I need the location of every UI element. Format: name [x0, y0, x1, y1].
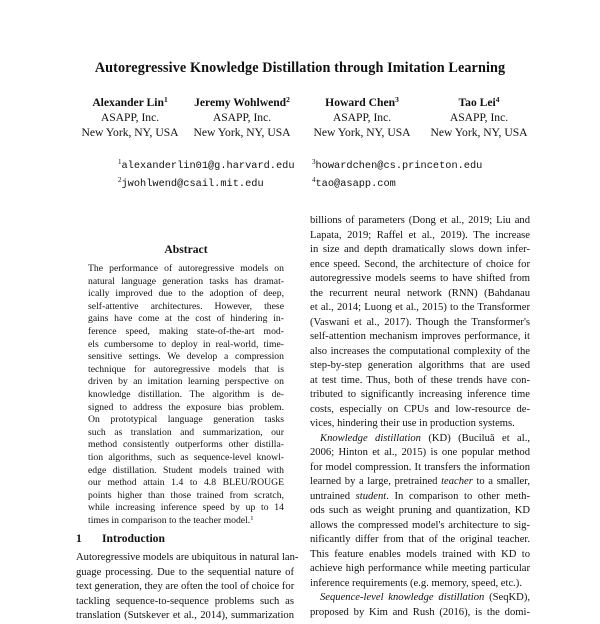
abstract-line-text: method consistently outperforms other distilla-: [88, 439, 284, 451]
body-line: [310, 504, 530, 519]
abstract-line: [88, 351, 284, 364]
body-line-text: also increases the computational complexity of the: [310, 345, 530, 357]
body-line: [310, 403, 530, 418]
abstract-line-text: sensitive settings. We develop a compression: [88, 351, 284, 363]
author-name: [297, 92, 427, 110]
body-line-text: self-attention mechanism improves performance, it: [310, 331, 530, 342]
abstract-line-text: driven by an imitation learning perspective on: [88, 376, 284, 388]
section-title: Introduction: [102, 532, 165, 545]
author: [297, 92, 427, 140]
body-line-text: 2006; Hinton et al., 2015) is one popular method: [310, 447, 530, 458]
body-line-text: et al., 2014; Luong et al., 2015) to the Transformer: [310, 302, 530, 313]
body-line-text: in size and depth dramatically slows down infer-: [310, 244, 530, 255]
right-column-body: [310, 214, 530, 620]
abstract-line: [88, 477, 284, 490]
body-line: [310, 345, 530, 360]
abstract-line: [88, 326, 284, 339]
email-footnote-mark: 3: [312, 158, 316, 166]
abstract-heading: Abstract: [164, 243, 208, 256]
italic-term: Sequence-level knowledge distillation: [320, 592, 485, 603]
intro-body: [76, 551, 299, 624]
abstract-line: [88, 301, 284, 314]
author-affiliation: ASAPP, Inc.: [449, 111, 509, 124]
body-line: [310, 359, 530, 374]
email-footnote-mark: 1: [118, 158, 122, 166]
abstract-line: [88, 414, 284, 427]
email-row: [312, 173, 482, 191]
abstract-line-text: ference speed, making state-of-the-art mod-: [88, 325, 284, 337]
abstract-line-text: self-attentive architectures. However, these: [88, 300, 284, 312]
body-line-text: inference requirements (e.g. memory, speed, etc.).: [310, 577, 522, 589]
abstract-line-text: On prototypical language generation tasks: [88, 414, 284, 426]
email-address: tao@asapp.com: [315, 178, 396, 190]
body-line: [310, 548, 530, 563]
abstract-line-text: els cumbersome to deploy in real-world, time-: [88, 338, 284, 350]
abstract-line-text: technique for autoregressive models that is: [88, 363, 284, 375]
body-line: [310, 316, 530, 331]
body-line-text: costs, especially on CPUs and low-resource de-: [310, 403, 530, 415]
author-footnote-mark: 1: [163, 95, 168, 104]
abstract-line: [88, 427, 284, 440]
email-list-right: [312, 155, 482, 191]
abstract-line-text: while increasing inference speed by up to 14: [88, 502, 284, 514]
abstract-line: [88, 490, 284, 503]
body-line: [310, 374, 530, 389]
author-name-text: Alexander Lin: [92, 96, 164, 109]
email-row: [118, 155, 295, 173]
abstract-line-text: signed to address the exposure bias problem.: [88, 401, 284, 413]
body-line: [310, 461, 530, 476]
body-line-text: tributed to significantly increasing inference time: [310, 389, 530, 400]
author-location: New York, NY, USA: [81, 126, 179, 139]
body-line: [310, 258, 530, 273]
body-line-text: (KD) (Buciluǎ et al.,: [420, 432, 530, 444]
body-line-text: Lapata, 2019; Raffel et al., 2019). The increase: [310, 229, 530, 241]
abstract-line: [88, 263, 284, 276]
body-line: [310, 591, 530, 606]
abstract-line-text: edge distillation. Student models trained with: [88, 464, 284, 476]
email-row: [312, 155, 482, 173]
body-line: [310, 475, 530, 490]
body-line-text: nificantly differ from that of the original teacher.: [310, 534, 530, 545]
intro-line: Autoregressive models are ubiquitous in natural lan-: [76, 552, 299, 563]
abstract-line: [88, 313, 284, 326]
abstract-line: [88, 465, 284, 478]
abstract-line: [88, 276, 284, 289]
body-line-text: billions of parameters (Dong et al., 2019; Liu and: [310, 215, 530, 226]
author-location: New York, NY, USA: [430, 126, 528, 139]
body-line: [310, 388, 530, 403]
body-line: [310, 432, 530, 447]
author-name-text: Jeremy Wohlwend: [194, 96, 287, 109]
body-line: [310, 243, 530, 258]
email-address: howardchen@cs.princeton.edu: [315, 160, 483, 172]
body-line: [310, 562, 530, 577]
abstract-line: [88, 515, 284, 528]
body-line-text: step-by-step generation algorithms that are used: [310, 360, 530, 371]
author-footnote-mark: 4: [495, 95, 500, 104]
author-name-text: Howard Chen: [325, 96, 396, 109]
email-footnote-mark: 2: [118, 176, 122, 184]
abstract-line-text: ically improved due to the adoption of deep,: [88, 288, 284, 300]
intro-line: guage processing. Due to the sequential nature of: [76, 566, 294, 578]
author-name: [177, 92, 307, 110]
author-name: [65, 92, 195, 110]
italic-term: teacher: [441, 476, 473, 487]
abstract-footnote-mark: 1: [250, 514, 254, 522]
author-name-text: Tao Lei: [458, 96, 496, 109]
abstract-line-text: tion algorithms, such as sequence-level knowl-: [88, 451, 284, 463]
author: [414, 92, 544, 140]
section-heading: [76, 532, 165, 545]
paper-title: Autoregressive Knowledge Distillation through Imitation Learning: [94, 60, 506, 76]
body-line-text: to a smaller,: [472, 476, 531, 487]
body-line-text: (Vaswani et al., 2017). Though the Transformer's: [310, 316, 530, 328]
body-line: [310, 229, 530, 244]
body-line-text: This feature enables models trained with KD to: [310, 548, 530, 560]
body-line: [310, 272, 530, 287]
abstract-line-text: natural language generation tasks has dramat-: [88, 275, 284, 287]
abstract-line: [88, 439, 284, 452]
email-list-left: [118, 155, 295, 191]
body-line: [310, 519, 530, 534]
body-line: [310, 533, 530, 548]
intro-line: text generation, they are often the tool of choice for: [76, 581, 295, 593]
body-line: [310, 577, 530, 592]
abstract-line: [88, 402, 284, 415]
email-row: [118, 173, 295, 191]
author-location: New York, NY, USA: [193, 126, 291, 139]
author: [65, 92, 195, 140]
body-line-text: allows the compressed model's architecture to sig-: [310, 519, 530, 531]
italic-term: student: [355, 490, 387, 502]
body-line: [310, 417, 530, 432]
abstract-line-text: points higher than those trained from scratch,: [88, 489, 284, 501]
body-line: [310, 330, 530, 345]
abstract-line: [88, 452, 284, 465]
author-footnote-mark: 3: [395, 95, 399, 104]
abstract-line-text: our method attain 1.4 to 4.8 BLEU/ROUGE: [88, 477, 284, 489]
author-affiliation: ASAPP, Inc.: [332, 111, 392, 124]
body-line: [310, 446, 530, 461]
body-line-text: ods such as weight pruning and quantization, KD: [310, 505, 530, 516]
abstract-line-text: times in comparison to the teacher model.: [88, 514, 251, 526]
author-name: [414, 92, 544, 110]
body-line-text: achieve high performance while meeting particular: [310, 563, 530, 574]
body-line: [310, 287, 530, 302]
body-line-text: the recurrent neural network (RNN) (Bahdanau: [310, 287, 530, 299]
body-line-text: learned by a large, pretrained: [310, 476, 442, 487]
email-footnote-mark: 4: [312, 176, 316, 184]
abstract-line: [88, 339, 284, 352]
body-line-text: (SeqKD),: [484, 592, 530, 603]
body-line: [310, 301, 530, 316]
abstract-line-text: The performance of autoregressive models on: [88, 263, 284, 274]
email-address: jwohlwend@csail.mit.edu: [121, 178, 264, 190]
italic-term: Knowledge distillation: [320, 432, 421, 444]
abstract-line-text: knowledge distillation. The algorithm is de-: [88, 388, 284, 400]
abstract-line-text: gains have come at the cost of hindering in-: [88, 313, 284, 325]
abstract-line: [88, 288, 284, 301]
body-line-text: autoregressive models seems to have shifted from: [310, 273, 530, 284]
author-footnote-mark: 2: [286, 95, 290, 104]
abstract-line: [88, 502, 284, 515]
body-line: [310, 214, 530, 229]
body-line-text: . In comparison to other meth-: [386, 490, 531, 502]
email-address: alexanderlin01@g.harvard.edu: [121, 160, 295, 172]
author-affiliation: ASAPP, Inc.: [212, 111, 272, 124]
abstract-line: [88, 376, 284, 389]
body-line: [310, 606, 530, 621]
body-line-text: at test time. Thus, both of these trends have con-: [310, 374, 530, 386]
body-line-text: for model compression. It transfers the information: [310, 461, 530, 473]
body-line-text: vices, hindering their use in production systems.: [310, 418, 515, 429]
body-line: [310, 490, 530, 505]
intro-line: translation (Sutskever et al., 2014), summarization: [76, 610, 294, 622]
author-location: New York, NY, USA: [313, 126, 411, 139]
abstract-body: [88, 263, 284, 527]
author-affiliation: ASAPP, Inc.: [100, 111, 160, 124]
intro-line: tackling sequence-to-sequence problems such as: [76, 595, 294, 607]
body-line-text: proposed by Kim and Rush (2016), is the domi-: [310, 606, 530, 618]
section-number: 1: [76, 532, 82, 545]
body-line-text: ence speed. Second, the architecture of choice for: [310, 258, 530, 270]
abstract-line-text: such as translation and summarization, our: [88, 426, 284, 438]
author: [177, 92, 307, 140]
body-line-text: untrained: [310, 490, 356, 502]
abstract-line: [88, 389, 284, 402]
abstract-line: [88, 364, 284, 377]
